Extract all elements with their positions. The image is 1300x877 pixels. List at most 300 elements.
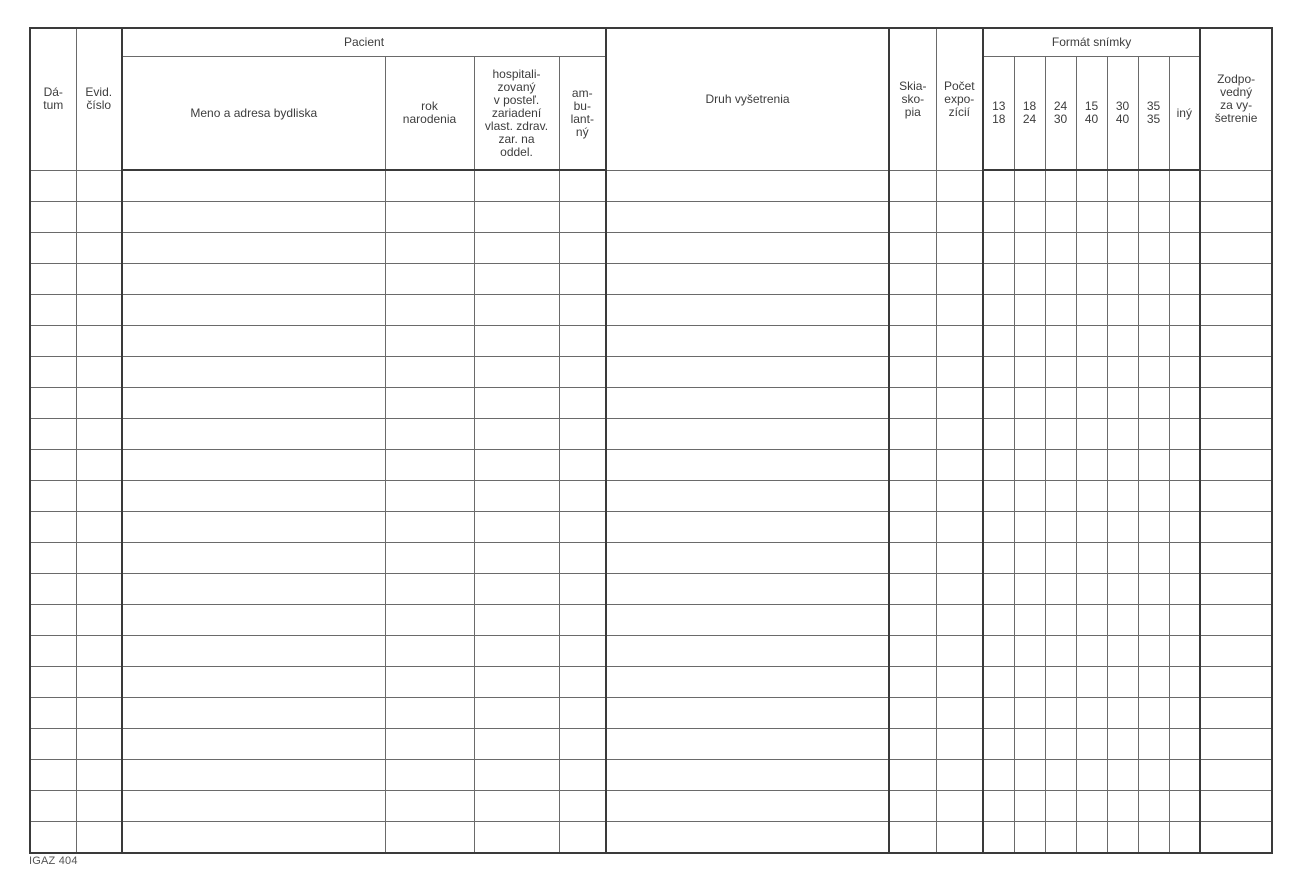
cell-name-address[interactable] <box>122 574 385 605</box>
cell-fluoroscopy[interactable] <box>889 233 936 264</box>
cell-format-35x35[interactable] <box>1138 202 1169 233</box>
cell-format-13x18[interactable] <box>983 295 1014 326</box>
cell-responsible[interactable] <box>1200 667 1272 698</box>
cell-date[interactable] <box>30 170 76 202</box>
cell-responsible[interactable] <box>1200 636 1272 667</box>
cell-exposures[interactable] <box>936 729 983 760</box>
cell-format-35x35[interactable] <box>1138 450 1169 481</box>
cell-format-13x18[interactable] <box>983 543 1014 574</box>
cell-name-address[interactable] <box>122 512 385 543</box>
cell-name-address[interactable] <box>122 419 385 450</box>
cell-format-30x40[interactable] <box>1107 326 1138 357</box>
cell-record-number[interactable] <box>76 419 122 450</box>
cell-format-18x24[interactable] <box>1014 512 1045 543</box>
cell-fluoroscopy[interactable] <box>889 698 936 729</box>
cell-format-15x40[interactable] <box>1076 760 1107 791</box>
cell-format-24x30[interactable] <box>1045 419 1076 450</box>
cell-birth-year[interactable] <box>385 512 474 543</box>
cell-exam-type[interactable] <box>606 667 889 698</box>
cell-format-other[interactable] <box>1169 450 1200 481</box>
cell-format-18x24[interactable] <box>1014 636 1045 667</box>
cell-format-18x24[interactable] <box>1014 729 1045 760</box>
cell-fluoroscopy[interactable] <box>889 791 936 822</box>
cell-record-number[interactable] <box>76 450 122 481</box>
cell-format-other[interactable] <box>1169 543 1200 574</box>
cell-format-24x30[interactable] <box>1045 636 1076 667</box>
cell-hospitalized[interactable] <box>474 822 559 854</box>
cell-format-30x40[interactable] <box>1107 450 1138 481</box>
cell-date[interactable] <box>30 543 76 574</box>
cell-format-13x18[interactable] <box>983 605 1014 636</box>
cell-hospitalized[interactable] <box>474 357 559 388</box>
cell-format-35x35[interactable] <box>1138 481 1169 512</box>
cell-responsible[interactable] <box>1200 326 1272 357</box>
cell-exposures[interactable] <box>936 574 983 605</box>
cell-birth-year[interactable] <box>385 326 474 357</box>
cell-outpatient[interactable] <box>559 357 606 388</box>
cell-format-35x35[interactable] <box>1138 698 1169 729</box>
cell-format-other[interactable] <box>1169 170 1200 202</box>
cell-responsible[interactable] <box>1200 543 1272 574</box>
cell-exposures[interactable] <box>936 170 983 202</box>
cell-name-address[interactable] <box>122 822 385 854</box>
cell-format-other[interactable] <box>1169 512 1200 543</box>
cell-exposures[interactable] <box>936 295 983 326</box>
cell-hospitalized[interactable] <box>474 512 559 543</box>
cell-format-18x24[interactable] <box>1014 264 1045 295</box>
cell-format-18x24[interactable] <box>1014 698 1045 729</box>
cell-hospitalized[interactable] <box>474 264 559 295</box>
cell-date[interactable] <box>30 419 76 450</box>
cell-format-24x30[interactable] <box>1045 388 1076 419</box>
cell-format-13x18[interactable] <box>983 264 1014 295</box>
cell-record-number[interactable] <box>76 357 122 388</box>
cell-responsible[interactable] <box>1200 512 1272 543</box>
cell-format-15x40[interactable] <box>1076 264 1107 295</box>
cell-hospitalized[interactable] <box>474 698 559 729</box>
cell-responsible[interactable] <box>1200 605 1272 636</box>
cell-name-address[interactable] <box>122 233 385 264</box>
cell-date[interactable] <box>30 512 76 543</box>
cell-exposures[interactable] <box>936 791 983 822</box>
cell-date[interactable] <box>30 450 76 481</box>
cell-record-number[interactable] <box>76 667 122 698</box>
cell-format-24x30[interactable] <box>1045 512 1076 543</box>
cell-fluoroscopy[interactable] <box>889 822 936 854</box>
cell-outpatient[interactable] <box>559 295 606 326</box>
cell-format-other[interactable] <box>1169 419 1200 450</box>
cell-record-number[interactable] <box>76 512 122 543</box>
cell-date[interactable] <box>30 760 76 791</box>
cell-outpatient[interactable] <box>559 419 606 450</box>
cell-exposures[interactable] <box>936 264 983 295</box>
cell-format-30x40[interactable] <box>1107 822 1138 854</box>
cell-exam-type[interactable] <box>606 729 889 760</box>
cell-format-35x35[interactable] <box>1138 791 1169 822</box>
cell-responsible[interactable] <box>1200 233 1272 264</box>
cell-format-13x18[interactable] <box>983 729 1014 760</box>
cell-format-other[interactable] <box>1169 295 1200 326</box>
cell-format-18x24[interactable] <box>1014 170 1045 202</box>
cell-format-30x40[interactable] <box>1107 357 1138 388</box>
cell-birth-year[interactable] <box>385 605 474 636</box>
cell-exposures[interactable] <box>936 233 983 264</box>
cell-responsible[interactable] <box>1200 419 1272 450</box>
cell-outpatient[interactable] <box>559 202 606 233</box>
cell-exposures[interactable] <box>936 326 983 357</box>
cell-format-24x30[interactable] <box>1045 481 1076 512</box>
cell-format-other[interactable] <box>1169 822 1200 854</box>
cell-fluoroscopy[interactable] <box>889 574 936 605</box>
cell-format-24x30[interactable] <box>1045 822 1076 854</box>
cell-name-address[interactable] <box>122 636 385 667</box>
cell-record-number[interactable] <box>76 481 122 512</box>
cell-date[interactable] <box>30 357 76 388</box>
cell-format-13x18[interactable] <box>983 170 1014 202</box>
cell-format-15x40[interactable] <box>1076 574 1107 605</box>
cell-format-24x30[interactable] <box>1045 450 1076 481</box>
cell-hospitalized[interactable] <box>474 202 559 233</box>
cell-format-30x40[interactable] <box>1107 605 1138 636</box>
cell-format-35x35[interactable] <box>1138 326 1169 357</box>
cell-responsible[interactable] <box>1200 170 1272 202</box>
cell-record-number[interactable] <box>76 729 122 760</box>
cell-birth-year[interactable] <box>385 450 474 481</box>
cell-date[interactable] <box>30 667 76 698</box>
cell-hospitalized[interactable] <box>474 605 559 636</box>
cell-format-24x30[interactable] <box>1045 357 1076 388</box>
cell-format-other[interactable] <box>1169 233 1200 264</box>
cell-exam-type[interactable] <box>606 481 889 512</box>
cell-hospitalized[interactable] <box>474 543 559 574</box>
cell-format-other[interactable] <box>1169 791 1200 822</box>
cell-format-35x35[interactable] <box>1138 822 1169 854</box>
cell-exam-type[interactable] <box>606 170 889 202</box>
cell-hospitalized[interactable] <box>474 388 559 419</box>
cell-format-18x24[interactable] <box>1014 326 1045 357</box>
cell-hospitalized[interactable] <box>474 636 559 667</box>
cell-format-18x24[interactable] <box>1014 481 1045 512</box>
cell-name-address[interactable] <box>122 605 385 636</box>
cell-format-13x18[interactable] <box>983 357 1014 388</box>
cell-hospitalized[interactable] <box>474 667 559 698</box>
cell-hospitalized[interactable] <box>474 295 559 326</box>
cell-birth-year[interactable] <box>385 419 474 450</box>
cell-record-number[interactable] <box>76 760 122 791</box>
cell-format-24x30[interactable] <box>1045 202 1076 233</box>
cell-exam-type[interactable] <box>606 543 889 574</box>
cell-format-30x40[interactable] <box>1107 698 1138 729</box>
cell-format-other[interactable] <box>1169 264 1200 295</box>
cell-name-address[interactable] <box>122 698 385 729</box>
cell-hospitalized[interactable] <box>474 729 559 760</box>
cell-format-13x18[interactable] <box>983 822 1014 854</box>
cell-date[interactable] <box>30 481 76 512</box>
cell-outpatient[interactable] <box>559 667 606 698</box>
cell-format-15x40[interactable] <box>1076 295 1107 326</box>
cell-fluoroscopy[interactable] <box>889 543 936 574</box>
cell-format-15x40[interactable] <box>1076 450 1107 481</box>
cell-birth-year[interactable] <box>385 543 474 574</box>
cell-outpatient[interactable] <box>559 326 606 357</box>
cell-name-address[interactable] <box>122 357 385 388</box>
cell-record-number[interactable] <box>76 264 122 295</box>
cell-format-30x40[interactable] <box>1107 760 1138 791</box>
cell-exam-type[interactable] <box>606 202 889 233</box>
cell-format-35x35[interactable] <box>1138 512 1169 543</box>
cell-birth-year[interactable] <box>385 233 474 264</box>
cell-format-24x30[interactable] <box>1045 326 1076 357</box>
cell-exam-type[interactable] <box>606 326 889 357</box>
cell-birth-year[interactable] <box>385 760 474 791</box>
cell-format-30x40[interactable] <box>1107 295 1138 326</box>
cell-format-18x24[interactable] <box>1014 543 1045 574</box>
cell-date[interactable] <box>30 326 76 357</box>
cell-exposures[interactable] <box>936 512 983 543</box>
cell-format-30x40[interactable] <box>1107 264 1138 295</box>
cell-format-24x30[interactable] <box>1045 543 1076 574</box>
cell-responsible[interactable] <box>1200 295 1272 326</box>
cell-date[interactable] <box>30 698 76 729</box>
cell-format-30x40[interactable] <box>1107 419 1138 450</box>
cell-name-address[interactable] <box>122 791 385 822</box>
cell-birth-year[interactable] <box>385 388 474 419</box>
cell-format-24x30[interactable] <box>1045 760 1076 791</box>
cell-format-13x18[interactable] <box>983 698 1014 729</box>
cell-format-15x40[interactable] <box>1076 791 1107 822</box>
cell-responsible[interactable] <box>1200 202 1272 233</box>
cell-exam-type[interactable] <box>606 419 889 450</box>
cell-exposures[interactable] <box>936 760 983 791</box>
cell-exposures[interactable] <box>936 388 983 419</box>
cell-birth-year[interactable] <box>385 667 474 698</box>
cell-format-other[interactable] <box>1169 760 1200 791</box>
cell-format-13x18[interactable] <box>983 326 1014 357</box>
cell-format-13x18[interactable] <box>983 481 1014 512</box>
cell-format-15x40[interactable] <box>1076 512 1107 543</box>
cell-format-35x35[interactable] <box>1138 667 1169 698</box>
cell-format-30x40[interactable] <box>1107 574 1138 605</box>
cell-format-15x40[interactable] <box>1076 357 1107 388</box>
cell-outpatient[interactable] <box>559 791 606 822</box>
cell-responsible[interactable] <box>1200 574 1272 605</box>
cell-format-other[interactable] <box>1169 357 1200 388</box>
cell-exposures[interactable] <box>936 481 983 512</box>
cell-format-15x40[interactable] <box>1076 233 1107 264</box>
cell-exam-type[interactable] <box>606 791 889 822</box>
cell-format-18x24[interactable] <box>1014 574 1045 605</box>
cell-format-18x24[interactable] <box>1014 605 1045 636</box>
cell-name-address[interactable] <box>122 170 385 202</box>
cell-format-18x24[interactable] <box>1014 233 1045 264</box>
cell-format-13x18[interactable] <box>983 791 1014 822</box>
cell-exam-type[interactable] <box>606 233 889 264</box>
cell-exam-type[interactable] <box>606 512 889 543</box>
cell-responsible[interactable] <box>1200 760 1272 791</box>
cell-name-address[interactable] <box>122 202 385 233</box>
cell-birth-year[interactable] <box>385 822 474 854</box>
cell-format-13x18[interactable] <box>983 574 1014 605</box>
cell-format-other[interactable] <box>1169 202 1200 233</box>
cell-format-24x30[interactable] <box>1045 295 1076 326</box>
cell-name-address[interactable] <box>122 481 385 512</box>
cell-birth-year[interactable] <box>385 295 474 326</box>
cell-format-13x18[interactable] <box>983 450 1014 481</box>
cell-date[interactable] <box>30 822 76 854</box>
cell-format-13x18[interactable] <box>983 760 1014 791</box>
cell-outpatient[interactable] <box>559 233 606 264</box>
cell-outpatient[interactable] <box>559 760 606 791</box>
cell-date[interactable] <box>30 295 76 326</box>
cell-exposures[interactable] <box>936 419 983 450</box>
cell-format-30x40[interactable] <box>1107 202 1138 233</box>
cell-exam-type[interactable] <box>606 264 889 295</box>
cell-format-35x35[interactable] <box>1138 605 1169 636</box>
cell-outpatient[interactable] <box>559 481 606 512</box>
cell-responsible[interactable] <box>1200 698 1272 729</box>
cell-exam-type[interactable] <box>606 636 889 667</box>
cell-name-address[interactable] <box>122 543 385 574</box>
cell-format-18x24[interactable] <box>1014 357 1045 388</box>
cell-fluoroscopy[interactable] <box>889 264 936 295</box>
cell-record-number[interactable] <box>76 326 122 357</box>
cell-fluoroscopy[interactable] <box>889 419 936 450</box>
cell-format-35x35[interactable] <box>1138 760 1169 791</box>
cell-format-15x40[interactable] <box>1076 605 1107 636</box>
cell-format-35x35[interactable] <box>1138 170 1169 202</box>
cell-hospitalized[interactable] <box>474 326 559 357</box>
cell-format-30x40[interactable] <box>1107 543 1138 574</box>
cell-format-18x24[interactable] <box>1014 667 1045 698</box>
cell-fluoroscopy[interactable] <box>889 170 936 202</box>
cell-name-address[interactable] <box>122 450 385 481</box>
cell-responsible[interactable] <box>1200 791 1272 822</box>
cell-format-18x24[interactable] <box>1014 822 1045 854</box>
cell-outpatient[interactable] <box>559 605 606 636</box>
cell-date[interactable] <box>30 636 76 667</box>
cell-exam-type[interactable] <box>606 760 889 791</box>
cell-format-15x40[interactable] <box>1076 202 1107 233</box>
cell-record-number[interactable] <box>76 636 122 667</box>
cell-birth-year[interactable] <box>385 357 474 388</box>
cell-exam-type[interactable] <box>606 450 889 481</box>
cell-birth-year[interactable] <box>385 170 474 202</box>
cell-date[interactable] <box>30 574 76 605</box>
cell-fluoroscopy[interactable] <box>889 481 936 512</box>
cell-format-18x24[interactable] <box>1014 202 1045 233</box>
cell-hospitalized[interactable] <box>474 419 559 450</box>
cell-format-15x40[interactable] <box>1076 729 1107 760</box>
cell-exposures[interactable] <box>936 822 983 854</box>
cell-record-number[interactable] <box>76 574 122 605</box>
cell-exposures[interactable] <box>936 543 983 574</box>
cell-outpatient[interactable] <box>559 822 606 854</box>
cell-fluoroscopy[interactable] <box>889 450 936 481</box>
cell-outpatient[interactable] <box>559 450 606 481</box>
cell-format-35x35[interactable] <box>1138 295 1169 326</box>
cell-record-number[interactable] <box>76 295 122 326</box>
cell-birth-year[interactable] <box>385 698 474 729</box>
cell-format-24x30[interactable] <box>1045 170 1076 202</box>
cell-format-13x18[interactable] <box>983 636 1014 667</box>
cell-format-18x24[interactable] <box>1014 791 1045 822</box>
cell-format-35x35[interactable] <box>1138 357 1169 388</box>
cell-exposures[interactable] <box>936 698 983 729</box>
cell-outpatient[interactable] <box>559 636 606 667</box>
cell-fluoroscopy[interactable] <box>889 729 936 760</box>
cell-name-address[interactable] <box>122 326 385 357</box>
cell-birth-year[interactable] <box>385 202 474 233</box>
cell-fluoroscopy[interactable] <box>889 605 936 636</box>
cell-outpatient[interactable] <box>559 543 606 574</box>
cell-record-number[interactable] <box>76 698 122 729</box>
cell-responsible[interactable] <box>1200 729 1272 760</box>
cell-hospitalized[interactable] <box>474 170 559 202</box>
cell-format-13x18[interactable] <box>983 667 1014 698</box>
cell-format-30x40[interactable] <box>1107 512 1138 543</box>
cell-name-address[interactable] <box>122 667 385 698</box>
cell-date[interactable] <box>30 605 76 636</box>
cell-format-15x40[interactable] <box>1076 822 1107 854</box>
cell-fluoroscopy[interactable] <box>889 760 936 791</box>
cell-format-18x24[interactable] <box>1014 760 1045 791</box>
cell-date[interactable] <box>30 388 76 419</box>
cell-responsible[interactable] <box>1200 450 1272 481</box>
cell-record-number[interactable] <box>76 388 122 419</box>
cell-hospitalized[interactable] <box>474 450 559 481</box>
cell-birth-year[interactable] <box>385 264 474 295</box>
cell-responsible[interactable] <box>1200 264 1272 295</box>
cell-date[interactable] <box>30 202 76 233</box>
cell-responsible[interactable] <box>1200 481 1272 512</box>
cell-name-address[interactable] <box>122 295 385 326</box>
cell-format-15x40[interactable] <box>1076 481 1107 512</box>
cell-fluoroscopy[interactable] <box>889 512 936 543</box>
cell-birth-year[interactable] <box>385 791 474 822</box>
cell-format-35x35[interactable] <box>1138 636 1169 667</box>
cell-format-30x40[interactable] <box>1107 667 1138 698</box>
cell-name-address[interactable] <box>122 760 385 791</box>
cell-outpatient[interactable] <box>559 729 606 760</box>
cell-record-number[interactable] <box>76 822 122 854</box>
cell-fluoroscopy[interactable] <box>889 295 936 326</box>
cell-format-other[interactable] <box>1169 388 1200 419</box>
cell-format-24x30[interactable] <box>1045 605 1076 636</box>
cell-format-15x40[interactable] <box>1076 698 1107 729</box>
cell-name-address[interactable] <box>122 729 385 760</box>
cell-format-13x18[interactable] <box>983 202 1014 233</box>
cell-exposures[interactable] <box>936 667 983 698</box>
cell-birth-year[interactable] <box>385 729 474 760</box>
cell-format-35x35[interactable] <box>1138 729 1169 760</box>
cell-format-30x40[interactable] <box>1107 729 1138 760</box>
cell-format-35x35[interactable] <box>1138 233 1169 264</box>
cell-exposures[interactable] <box>936 357 983 388</box>
cell-format-15x40[interactable] <box>1076 636 1107 667</box>
cell-date[interactable] <box>30 729 76 760</box>
cell-exposures[interactable] <box>936 450 983 481</box>
cell-format-35x35[interactable] <box>1138 264 1169 295</box>
cell-format-18x24[interactable] <box>1014 450 1045 481</box>
cell-date[interactable] <box>30 791 76 822</box>
cell-format-other[interactable] <box>1169 574 1200 605</box>
cell-outpatient[interactable] <box>559 512 606 543</box>
cell-responsible[interactable] <box>1200 388 1272 419</box>
cell-format-18x24[interactable] <box>1014 388 1045 419</box>
cell-outpatient[interactable] <box>559 264 606 295</box>
cell-fluoroscopy[interactable] <box>889 388 936 419</box>
cell-hospitalized[interactable] <box>474 760 559 791</box>
